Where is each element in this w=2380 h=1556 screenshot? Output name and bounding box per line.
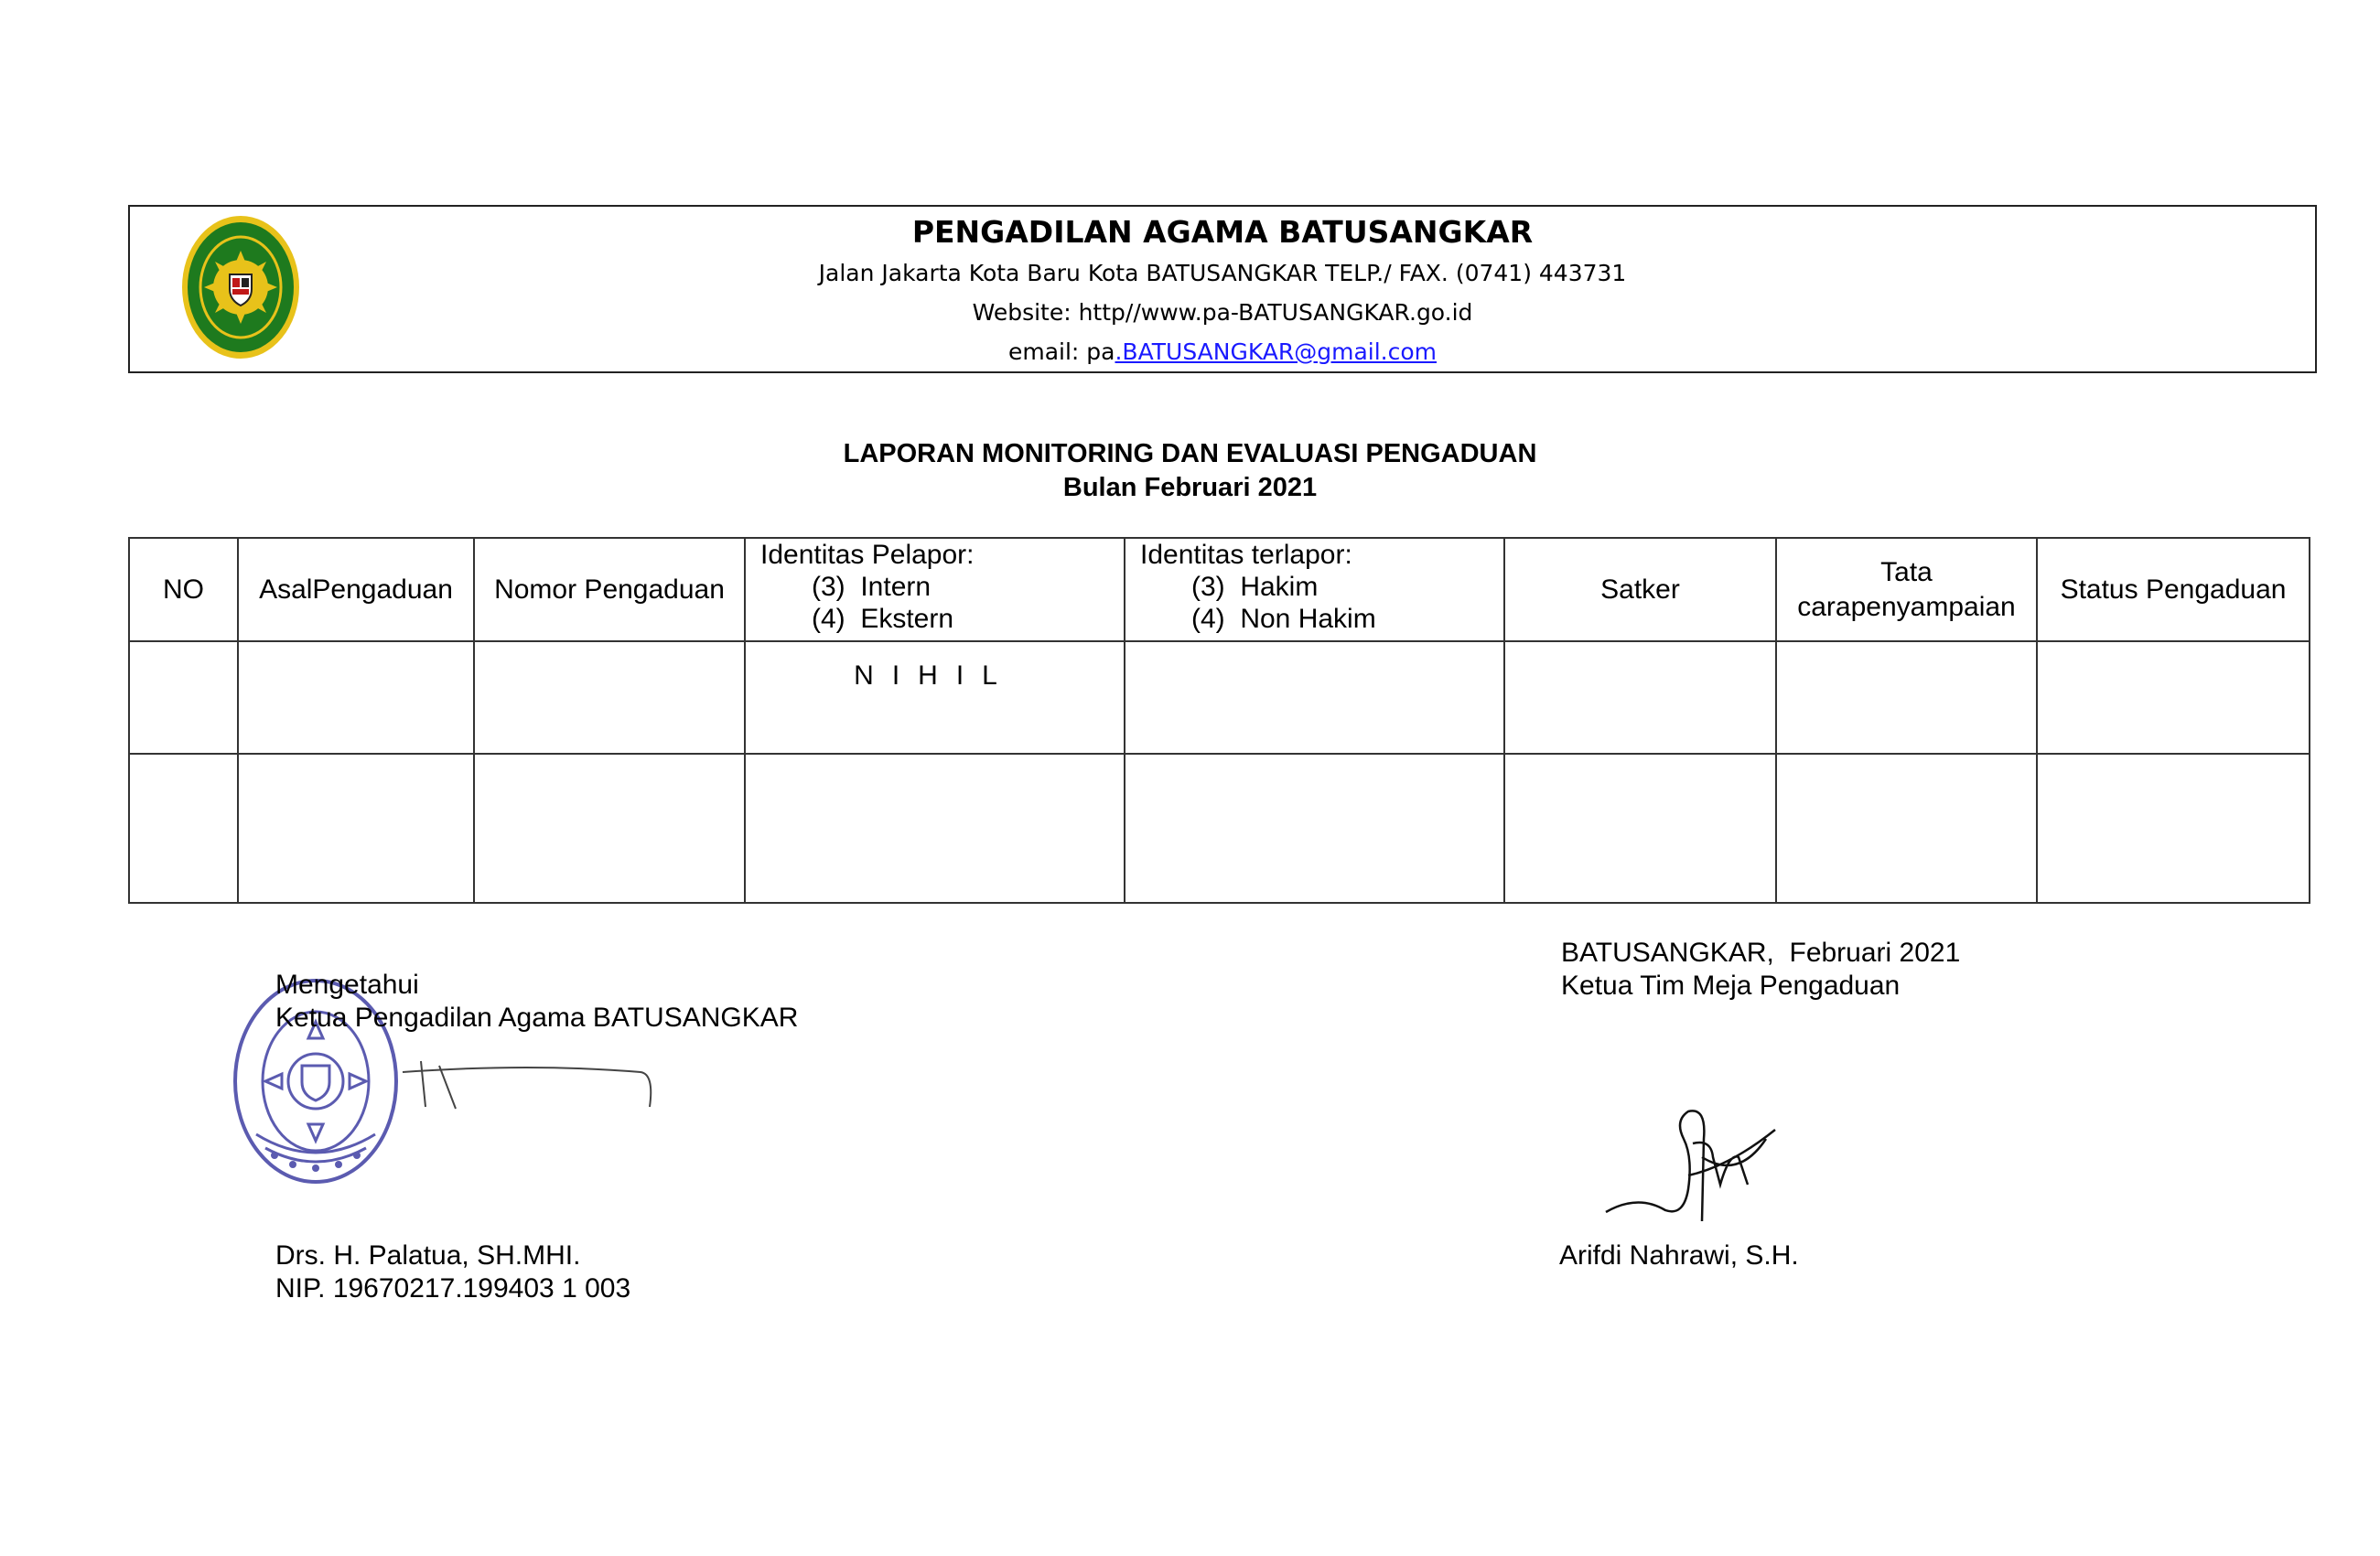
court-name-title: PENGADILAN AGAMA BATUSANGKAR — [911, 214, 1534, 250]
table-cell — [1776, 641, 2037, 754]
right-sig-role: Ketua Tim Meja Pengaduan — [1561, 971, 1901, 1001]
header-nomor-pengaduan: Nomor Pengaduan — [474, 538, 745, 641]
right-sig-place-date: BATUSANGKAR, Februari 2021 — [1561, 938, 1961, 968]
header-asal-pengaduan: AsalPengaduan — [238, 538, 474, 641]
table-cell — [1504, 641, 1776, 754]
table-cell — [1776, 754, 2037, 903]
email-prefix: email: pa — [1007, 338, 1115, 365]
left-sig-line-1: Mengetahui — [275, 970, 419, 1000]
table-row — [129, 754, 2310, 903]
report-period: Bulan Februari 2021 — [1062, 473, 1318, 502]
nihil-label: NIHIL — [745, 641, 1125, 754]
terlapor-title: Identitas terlapor: — [1140, 540, 1352, 570]
table-cell — [129, 754, 238, 903]
table-cell — [129, 641, 238, 754]
table-cell — [238, 754, 474, 903]
table-cell — [1125, 754, 1504, 903]
left-signatory-name: Drs. H. Palatua, SH.MHI. — [275, 1240, 581, 1271]
header-status-pengaduan: Status Pengaduan — [2037, 538, 2310, 641]
table-cell — [474, 641, 745, 754]
terlapor-option-hakim: (3) Hakim — [1191, 572, 1319, 602]
right-handwritten-signature — [1601, 1102, 1784, 1239]
pelapor-option-intern: (3) Intern — [812, 572, 932, 602]
table-cell — [474, 754, 745, 903]
court-email — [130, 338, 2315, 365]
terlapor-option-non-hakim: (4) Non Hakim — [1191, 604, 1376, 634]
pelapor-title: Identitas Pelapor: — [760, 540, 975, 570]
letterhead — [128, 205, 2317, 373]
pelapor-option-ekstern: (4) Ekstern — [812, 604, 954, 634]
tata-line-1: Tata — [1880, 556, 1933, 587]
table-header-row — [129, 538, 2310, 641]
table-cell — [2037, 754, 2310, 903]
header-no: NO — [129, 538, 238, 641]
court-website: Website: http//www.pa-BATUSANGKAR.go.id — [972, 299, 1473, 326]
left-signatory-nip: NIP. 19670217.199403 1 003 — [275, 1273, 631, 1304]
tata-line-2: carapenyampaian — [1797, 591, 2016, 622]
table-cell — [1125, 641, 1504, 754]
header-satker: Satker — [1504, 538, 1776, 641]
court-address: Jalan Jakarta Kota Baru Kota BATUSANGKAR TELP./ FAX. (0741) 443731 — [818, 260, 1627, 286]
table-cell — [1504, 754, 1776, 903]
table-row — [129, 641, 2310, 754]
report-title: LAPORAN MONITORING DAN EVALUASI PENGADUAN — [843, 439, 1537, 468]
header-identitas-pelapor — [745, 538, 1125, 641]
header-identitas-terlapor — [1125, 538, 1504, 641]
left-handwritten-signature — [348, 1052, 659, 1116]
header-tata-cara — [1776, 538, 2037, 641]
left-sig-line-2: Ketua Pengadilan Agama BATUSANGKAR — [275, 1003, 799, 1033]
complaint-table — [128, 537, 2310, 904]
email-link[interactable]: .BATUSANGKAR@gmail.com — [1115, 338, 1438, 365]
table-cell — [745, 754, 1125, 903]
right-signatory-name: Arifdi Nahrawi, S.H. — [1559, 1240, 1799, 1271]
table-cell — [238, 641, 474, 754]
table-cell — [2037, 641, 2310, 754]
